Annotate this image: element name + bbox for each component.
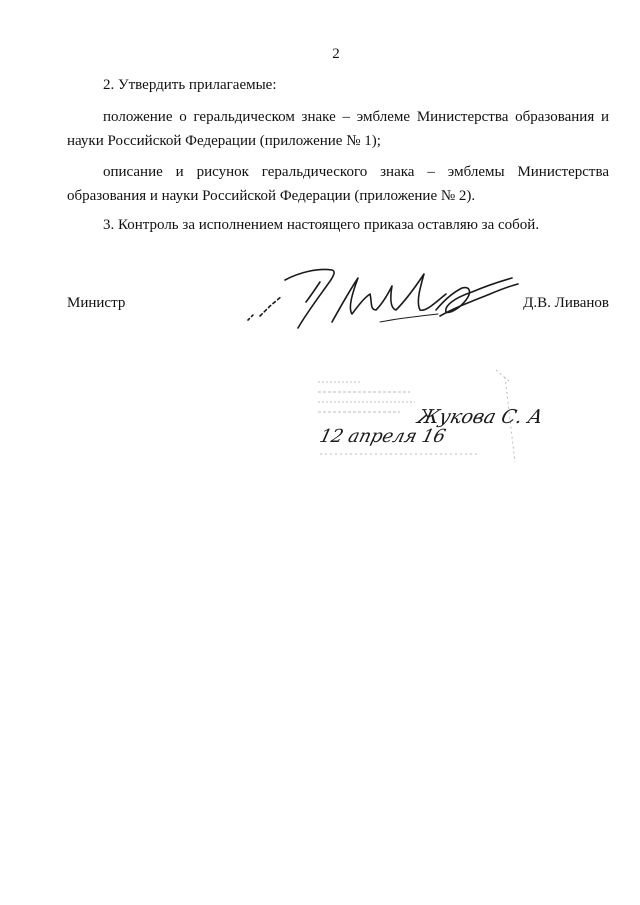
stamp-handwritten-date: 12 апреля 16 xyxy=(317,426,448,447)
signature-row xyxy=(67,295,609,319)
item-2-text: 2. Утвердить прилагаемые: xyxy=(103,77,277,93)
page-number: 2 xyxy=(332,46,340,62)
annex-2-paragraph: описание и рисунок геральдического знака – эмблемы Министерства образования и науки Российской Федерации (приложение № 2). xyxy=(67,164,609,204)
signer-title: Министр xyxy=(67,295,126,311)
annex-1-paragraph: положение о геральдическом знаке – эмблеме Министерства образования и науки Российской Федерации (приложение № 1); xyxy=(67,109,609,149)
signer-name: Д.В. Ливанов xyxy=(523,295,609,311)
approval-stamp xyxy=(300,362,546,472)
item-3-text: 3. Контроль за исполнением настоящего приказа оставляю за собой. xyxy=(103,217,540,233)
stamp-handwritten-name: Жукова С. А xyxy=(415,406,546,428)
